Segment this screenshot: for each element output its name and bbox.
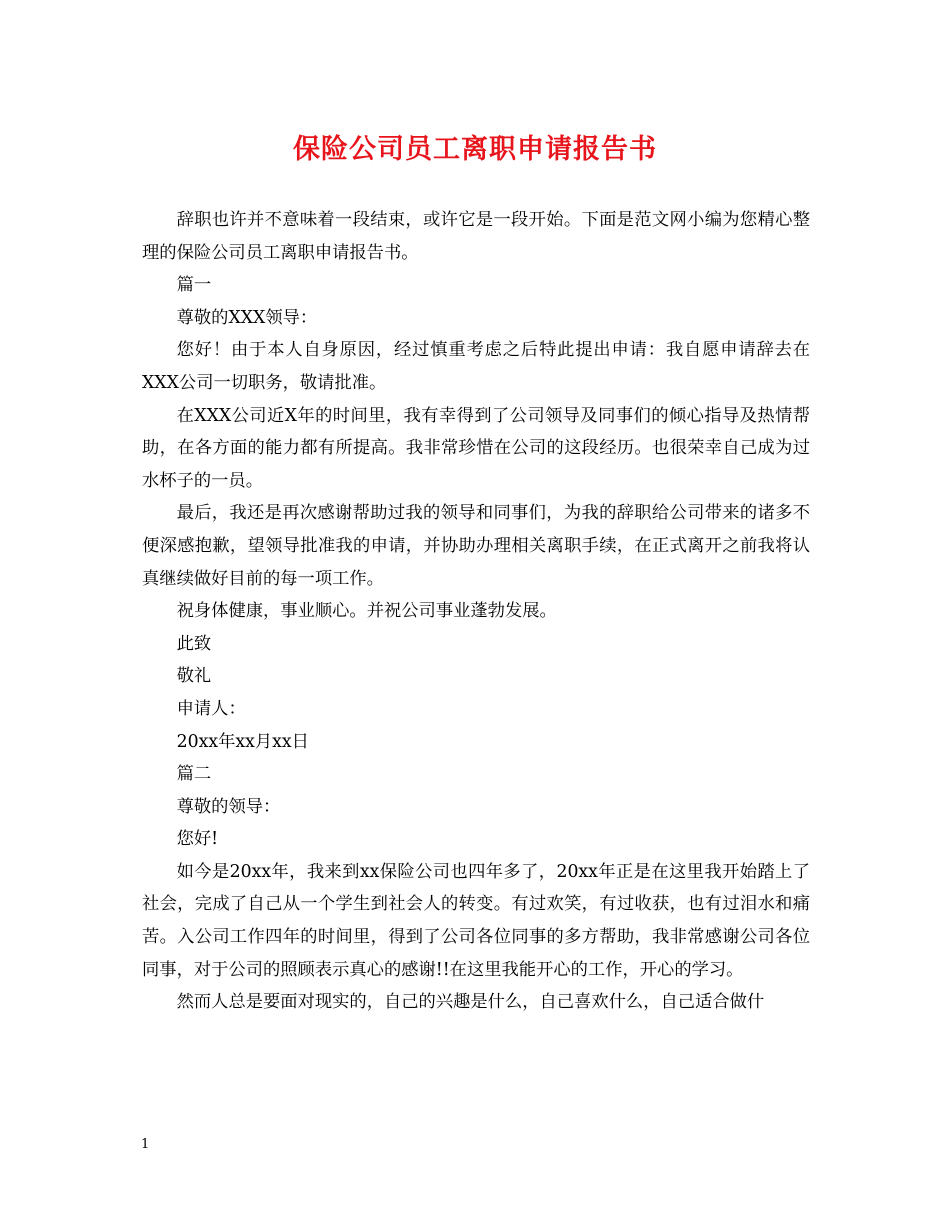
document-body [142,204,810,1019]
paragraph-reality: 然而人总是要面对现实的，自己的兴趣是什么，自己喜欢什么，自己适合做什 [176,992,765,1013]
salutation-one: 尊敬的XXX领导： [176,307,318,328]
paragraph-request: 您好！由于本人自身原因，经过慎重考虑之后特此提出申请：我自愿申请辞去在XXX公司一切职务，敬请批准。 [142,340,810,393]
page-number: 1 [141,1137,150,1152]
paragraph-closing: 最后，我还是再次感谢帮助过我的领导和同事们，为我的辞职给公司带来的诸多不便深感抱歉，望领导批准我的申请，并协助办理相关离职手续，在正式离开之前我将认真继续做好目前的每一项工作。 [142,503,810,589]
closing-jingli: 敬礼 [176,666,212,687]
section-heading-one: 篇一 [176,275,212,296]
paragraph-experience: 如今是20xx年，我来到xx保险公司也四年多了，20xx年正是在这里我开始踏上了社会，完成了自己从一个学生到社会人的转变。有过欢笑，有过收获，也有过泪水和痛苦。入公司工作四年的时间里，得到了公司各位同事的多方帮助，我非常感谢公司各位同事，对于公司的照顾表示真心的感谢!!在这里我能开心的工作，开心的学习。 [142,861,810,980]
closing-cizhi: 此致 [176,633,212,654]
applicant-label: 申请人： [176,698,246,719]
salutation-two: 尊敬的领导： [176,796,281,817]
date-line: 20xx年xx月xx日 [176,731,309,752]
section-heading-two: 篇二 [176,764,212,785]
paragraph-intro: 辞职也许并不意味着一段结束，或许它是一段开始。下面是范文网小编为您精心整理的保险公司员工离职申请报告书。 [142,210,810,263]
document-title: 保险公司员工离职申请报告书 [293,134,657,165]
paragraph-wishes: 祝身体健康，事业顺心。并祝公司事业蓬勃发展。 [176,601,557,622]
paragraph-gratitude: 在XXX公司近X年的时间里，我有幸得到了公司领导及同事们的倾心指导及热情帮助，在各方面的能力都有所提高。我非常珍惜在公司的这段经历。也很荣幸自己成为过水杯子的一员。 [142,405,810,491]
greeting-two: 您好! [176,829,219,850]
